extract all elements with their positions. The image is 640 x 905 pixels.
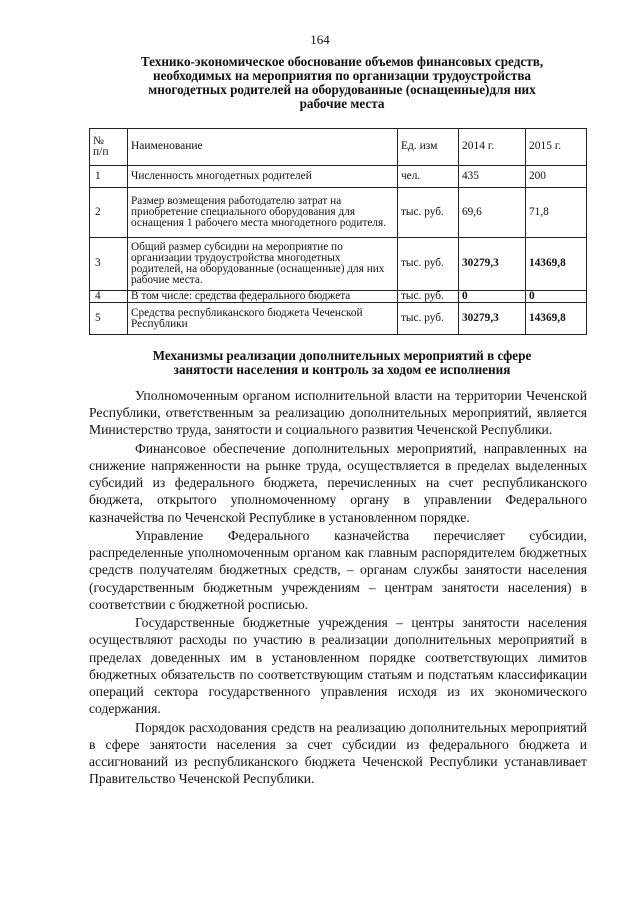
row-number: 3	[90, 238, 128, 291]
paragraph: Уполномоченным органом исполнительной власти на территории Чеченской Республики, ответственным за реализацию дополнительных мероприятий, является Министерство труда, занятости и социального развития Чеченской Республики.	[89, 388, 587, 438]
table-row	[90, 291, 587, 303]
table-row	[90, 188, 587, 238]
row-name: Численность многодетных родителей	[128, 166, 398, 188]
row-value-2015: 71,8	[526, 188, 587, 238]
document-title-line: Технико-экономическое обоснование объемов финансовых средств,	[140, 54, 544, 69]
body-text	[89, 387, 587, 789]
row-number: 4	[90, 291, 128, 303]
table-row	[90, 166, 587, 188]
row-value-2014: 69,6	[459, 188, 526, 238]
document-title-line: необходимых на мероприятия по организации трудоустройства	[152, 68, 532, 83]
row-number: 2	[90, 188, 128, 238]
row-value-2015: 14369,8	[526, 238, 587, 291]
row-name: Размер возмещения работодателю затрат на приобретение специального оборудования для оснащения 1 рабочего места многодетного родителя.	[128, 188, 398, 238]
row-unit: тыс. руб.	[398, 238, 459, 291]
header-number: № п/п	[90, 129, 128, 166]
header-name: Наименование	[128, 129, 398, 166]
row-value-2014: 0	[459, 291, 526, 303]
table-row	[90, 238, 587, 291]
row-value-2015: 0	[526, 291, 587, 303]
row-unit: тыс. руб.	[398, 188, 459, 238]
row-unit: тыс. руб.	[398, 291, 459, 303]
document-title	[108, 55, 576, 111]
row-value-2014: 435	[459, 166, 526, 188]
row-number: 5	[90, 303, 128, 335]
document-title-line: многодетных родителей на оборудованные (оснащенные)для них	[148, 82, 536, 97]
table-row	[90, 303, 587, 335]
section-title	[108, 349, 576, 377]
row-number: 1	[90, 166, 128, 188]
row-value-2014: 30279,3	[459, 238, 526, 291]
row-value-2015: 14369,8	[526, 303, 587, 335]
header-unit: Ед. изм	[398, 129, 459, 166]
section-title-line: Механизмы реализации дополнительных мероприятий в сфере	[152, 348, 532, 363]
budget-table	[89, 128, 587, 335]
paragraph: Управление Федерального казначейства перечисляет субсидии, распределенные уполномоченным органом как главным распорядителем бюджетных средств получателям бюджетных средств, – органам службы занятости населения (государственным бюджетным учреждениям – центрам занятости населения) в соответствии с бюджетной росписью.	[89, 528, 587, 612]
row-value-2014: 30279,3	[459, 303, 526, 335]
page-number: 164	[310, 32, 330, 47]
row-value-2015: 200	[526, 166, 587, 188]
header-2014: 2014 г.	[459, 129, 526, 166]
section-title-line: занятости населения и контроль за ходом ее исполнения	[173, 362, 511, 377]
row-name: В том числе: средства федерального бюджета	[128, 291, 398, 303]
table-header-row	[90, 129, 587, 166]
row-unit: тыс. руб.	[398, 303, 459, 335]
paragraph: Финансовое обеспечение дополнительных мероприятий, направленных на снижение напряженности на рынке труда, осуществляется в пределах выделенных субсидий из федерального бюджета, перечисленных на счет республиканского бюджета, открытого уполномоченному органу в управлении Федерального казначейства по Чеченской Республике в установленном порядке.	[89, 440, 587, 525]
row-unit: чел.	[398, 166, 459, 188]
paragraph: Государственные бюджетные учреждения – центры занятости населения осуществляют расходы по участию в реализации дополнительных мероприятий в пределах доведенных им в установленном порядке соответствующих лимитов бюджетных обязательств по соответствующим статьям и подстатьям классификации операций сектора государственного управления исходя из их экономического содержания.	[89, 615, 587, 717]
document-title-line: рабочие места	[299, 96, 385, 111]
paragraph: Порядок расходования средств на реализацию дополнительных мероприятий в сфере занятости населения за счет субсидии из федерального бюджета и ассигнований из республиканского бюджета Чеченской Республики устанавливает Правительство Чеченской Республики.	[89, 719, 587, 787]
header-2015: 2015 г.	[526, 129, 587, 166]
row-name: Средства республиканского бюджета Чеченской Республики	[128, 303, 398, 335]
row-name: Общий размер субсидии на мероприятие по организации трудоустройства многодетных родителей, на оборудованные (оснащенные) для них рабочие места.	[128, 238, 398, 291]
